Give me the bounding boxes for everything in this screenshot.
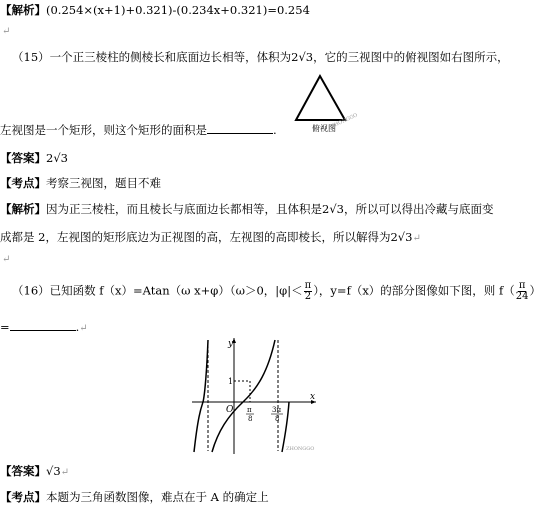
question-16-line2: = .↵ bbox=[0, 320, 88, 334]
analysis-value: 2√3 bbox=[322, 202, 344, 216]
analysis-15-line2: 成都是 2，左视图的矩形底边为正视图的高，左视图的高即棱长，所以解得为2√3↵ bbox=[0, 230, 421, 244]
analysis-text2: ，所以可以得出冷藏与底面变 bbox=[343, 202, 494, 216]
answer-value: √3 bbox=[46, 464, 61, 478]
analysis-text3: 成都是 2，左视图的矩形底边为正视图的高，左视图的高即棱长，所以解得为 bbox=[0, 230, 391, 244]
analysis-value2: 2√3 bbox=[390, 230, 413, 244]
fraction-pi-2: $\frac{\pi}{2}$ bbox=[304, 280, 312, 302]
keypoint-tag: 【考点】 bbox=[0, 176, 46, 190]
question-15-volume: 2√3 bbox=[291, 50, 314, 64]
analysis-text1: 因为正三棱柱，而且棱长与底面边长都相等，且体积是 bbox=[46, 202, 322, 216]
answer-blank bbox=[10, 319, 76, 331]
analysis-line-14 bbox=[0, 2, 310, 18]
y-axis-label: y bbox=[228, 339, 234, 349]
question-16-mid: ），y=f（x）的部分图像如下图，则 f（ bbox=[313, 283, 515, 298]
question-15-line2: 左视图是一个矩形，则这个矩形的面积是 . bbox=[0, 123, 277, 137]
answer-tag: 【答案】 bbox=[0, 151, 46, 165]
keypoint-tag: 【考点】 bbox=[0, 490, 46, 504]
tick-pi-over-8-num: π bbox=[247, 406, 252, 414]
question-15-text2: 左视图是一个矩形，则这个矩形的面积是 bbox=[0, 123, 207, 137]
answer-tag: 【答案】 bbox=[0, 464, 46, 478]
tick-3pi-over-8-den: 8 bbox=[275, 415, 280, 423]
keypoint-16 bbox=[0, 489, 269, 505]
question-15 bbox=[12, 49, 509, 65]
analysis-15-line1 bbox=[0, 201, 493, 217]
question-15-prefix: （15）一个正三棱柱的侧棱长和底面边长相等，体积为 bbox=[12, 50, 292, 64]
analysis-tag: 【解析】 bbox=[0, 202, 46, 216]
top-view-triangle-figure bbox=[290, 72, 360, 134]
question-16-end: ） bbox=[529, 283, 541, 298]
question-16 bbox=[12, 281, 541, 302]
answer-15 bbox=[0, 150, 68, 166]
analysis-text: (0.254×(x+1)+0.321)-(0.234x+0.321)=0.254 bbox=[46, 3, 310, 17]
return-mark: ↵ bbox=[2, 254, 11, 265]
keypoint-text: 考察三视图，题目不难 bbox=[46, 176, 161, 190]
analysis-tag: 【解析】 bbox=[0, 3, 46, 17]
answer-value: 2√3 bbox=[46, 151, 68, 165]
question-16-prefix: （16）已知函数 f（x）=Atan（ω x+φ）（ω＞0，|φ|＜ bbox=[12, 283, 303, 298]
x-axis-label: x bbox=[310, 392, 316, 402]
figure-watermark: ZHONGGO bbox=[330, 112, 359, 130]
figure-watermark: ZHONGGO bbox=[286, 446, 315, 452]
tick-3pi-over-8-num: 3π bbox=[272, 406, 282, 414]
tick-pi-over-8-den: 8 bbox=[248, 415, 253, 423]
answer-blank bbox=[207, 122, 273, 134]
question-15-suffix: ，它的三视图中的俯视图如右图所示， bbox=[313, 50, 509, 64]
keypoint-text: 本题为三角函数图像，难点在于 A 的确定上 bbox=[46, 490, 269, 504]
answer-16: 【答案】√3↵ bbox=[0, 464, 70, 478]
tangent-graph-figure bbox=[188, 336, 320, 458]
origin-label: O bbox=[226, 405, 234, 415]
top-view-label: 俯视图 bbox=[312, 124, 336, 133]
return-mark: ↵ bbox=[2, 26, 11, 37]
fraction-pi-24: $\frac{\pi}{24}$ bbox=[515, 280, 529, 302]
y-one-label: 1 bbox=[228, 377, 234, 386]
keypoint-15 bbox=[0, 175, 161, 191]
